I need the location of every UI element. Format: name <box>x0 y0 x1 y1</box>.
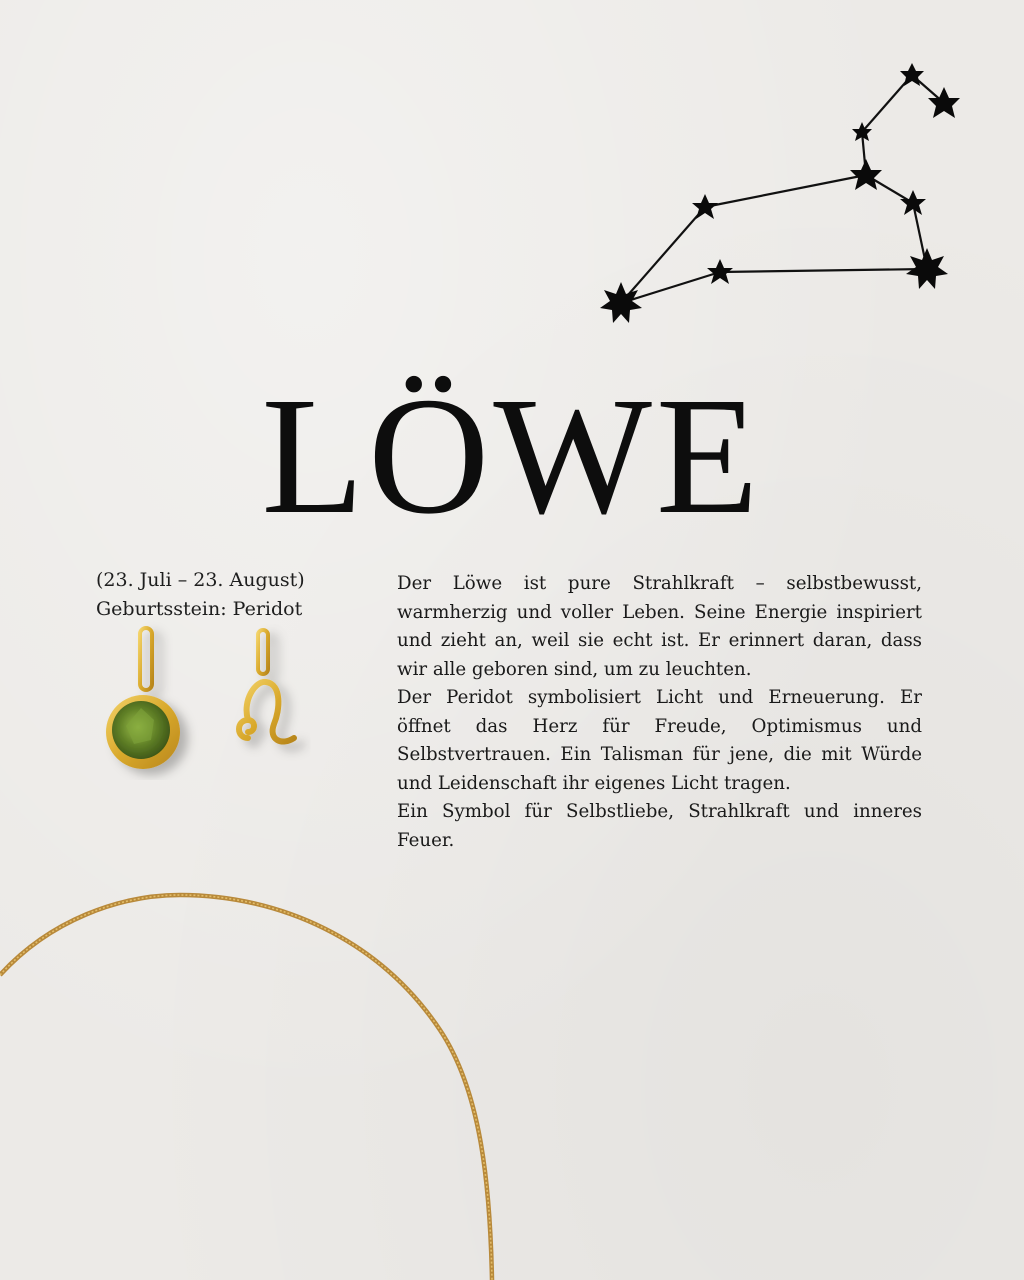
description <box>397 570 922 855</box>
zodiac-meta <box>96 566 305 624</box>
peridot-charm-icon <box>106 628 180 769</box>
leo-constellation-icon <box>590 55 970 335</box>
charms-image <box>96 620 316 780</box>
date-range: (23. Juli – 23. August) <box>96 569 305 591</box>
leo-sign-charm-icon <box>239 630 294 742</box>
description-paragraph: Ein Symbol für Selbstliebe, Strahlkraft und inneres Feuer. <box>397 801 922 851</box>
birthstone-label: Geburtsstein: Peridot <box>96 598 303 620</box>
description-paragraph: Der Peridot symbolisiert Licht und Erneuerung. Er öffnet das Herz für Freude, Optimismus und Selbstvertrauen. Ein Talisman für jene, die mit Würde und Leidenschaft ihr eigenes Licht tragen. <box>397 687 922 794</box>
gold-chain-image <box>0 880 520 1280</box>
page-title: LÖWE <box>261 363 763 549</box>
description-paragraph: Der Löwe ist pure Strahlkraft – selbstbewusst, warmherzig und voller Leben. Seine Energie inspiriert und zieht an, weil sie echt ist. Er erinnert daran, dass wir alle geboren sind, um zu leuchten. <box>397 573 922 680</box>
